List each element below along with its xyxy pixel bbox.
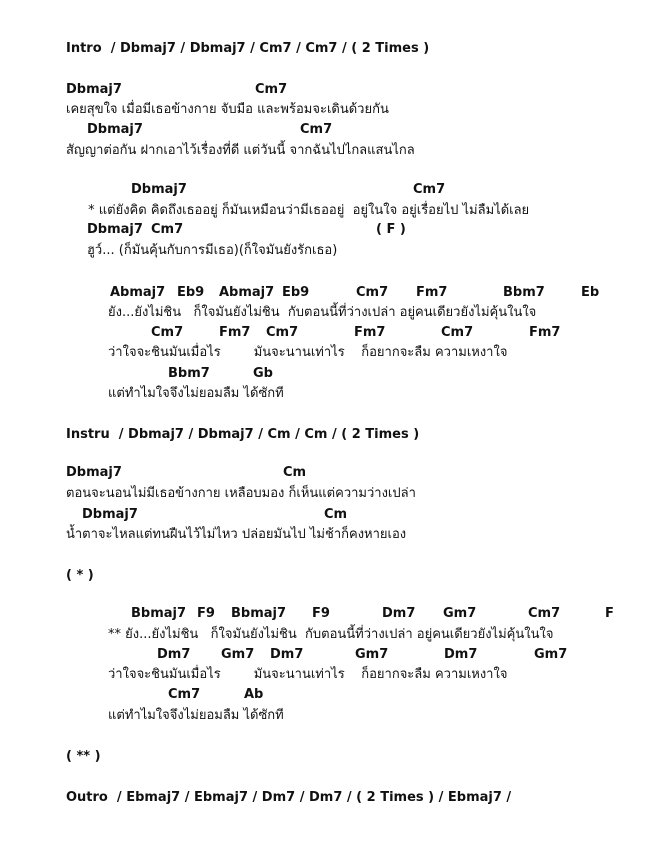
- chord-label: Fm7: [354, 325, 386, 340]
- chord-label: Eb: [581, 285, 600, 300]
- chord-label: Dbmaj7: [131, 182, 187, 197]
- chord-label: Gm7: [443, 606, 477, 621]
- chord-label: Eb9: [177, 285, 205, 300]
- chorus1-lyric-line-1: ยัง...ยังไม่ชิน ก็ใจมันยังไม่ชิน กับตอนนี้ที่ว่างเปล่า อยู่คนเดียวยังไม่คุ้นในใจ: [108, 305, 537, 320]
- chord-label: Ab: [244, 687, 264, 702]
- chord-label: Bbm7: [168, 366, 210, 381]
- chord-label: Cm7: [266, 325, 299, 340]
- verse1-chord-line-1: [0, 82, 670, 98]
- chorus1-chord-line-3: [0, 366, 670, 382]
- chord-label: Cm7: [168, 687, 201, 702]
- chorus2-chord-line-1: [0, 606, 670, 622]
- chord-label: Gm7: [534, 647, 568, 662]
- chord-label: Dm7: [444, 647, 478, 662]
- chord-label: Fm7: [416, 285, 448, 300]
- chord-label: F9: [312, 606, 330, 621]
- repeat-star-marker: ( * ): [66, 568, 94, 583]
- chord-label: Cm7: [413, 182, 446, 197]
- chorus1-chord-line-2: [0, 325, 670, 341]
- chord-label: Cm7: [151, 222, 184, 237]
- chord-label: Bbm7: [503, 285, 545, 300]
- chorus2-chord-line-3: [0, 687, 670, 703]
- chord-label: F: [605, 606, 614, 621]
- prechorus-lyric-line-2: ฮูว์... (ก็มันคุ้นกับการมีเธอ)(ก็ใจมันยังรักเธอ): [87, 243, 338, 258]
- chorus1-chord-line-1: [0, 285, 670, 301]
- chord-label: Cm7: [255, 82, 288, 97]
- chorus1-lyric-line-3: แต่ทำไมใจจึงไม่ยอมลืม ได้ซักที: [108, 386, 284, 401]
- repeat-double-star-marker: ( ** ): [66, 749, 101, 764]
- chord-label: ( F ): [376, 222, 406, 237]
- chorus1-lyric-line-2: ว่าใจจะชินมันเมื่อไร มันจะนานเท่าไร ก็อยากจะลืม ความเหงาใจ: [108, 345, 508, 360]
- chord-label: Bbmaj7: [131, 606, 187, 621]
- chord-label: Dm7: [270, 647, 304, 662]
- chord-label: Bbmaj7: [231, 606, 287, 621]
- chord-label: F9: [197, 606, 215, 621]
- verse1-lyric-line-2: สัญญาต่อกัน ฝากเอาไว้เรื่องที่ดี แต่วันนี้ จากฉันไปไกลแสนไกล: [66, 143, 415, 158]
- chorus2-lyric-line-3: แต่ทำไมใจจึงไม่ยอมลืม ได้ซักที: [108, 708, 284, 723]
- instru-line: Instru / Dbmaj7 / Dbmaj7 / Cm / Cm / ( 2 Times ): [66, 427, 420, 442]
- prechorus-lyric-line-1: * แต่ยังคิด คิดถึงเธออยู่ ก็มันเหมือนว่ามีเธออยู่ อยู่ในใจ อยู่เรื่อยไป ไม่ลืมได้เลย: [84, 203, 530, 218]
- chord-label: Dm7: [157, 647, 191, 662]
- verse2-lyric-line-2: น้ำตาจะไหลแต่ทนฝืนไว้ไม่ไหว ปล่อยมันไป ไม่ช้าก็คงหายเอง: [66, 527, 407, 542]
- chord-label: Dm7: [382, 606, 416, 621]
- verse1-lyric-line-1: เคยสุขใจ เมื่อมีเธอข้างกาย จับมือ และพร้อมจะเดินด้วยกัน: [66, 102, 389, 117]
- chord-label: Gb: [253, 366, 273, 381]
- chord-label: Eb9: [282, 285, 310, 300]
- chord-label: Abmaj7: [110, 285, 166, 300]
- chord-label: Cm: [283, 465, 307, 480]
- chorus2-lyric-line-2: ว่าใจจะชินมันเมื่อไร มันจะนานเท่าไร ก็อยากจะลืม ความเหงาใจ: [108, 667, 508, 682]
- chord-label: Abmaj7: [219, 285, 275, 300]
- chord-label: Cm7: [528, 606, 561, 621]
- chord-label: Dbmaj7: [87, 122, 143, 137]
- chord-label: Dbmaj7: [66, 465, 122, 480]
- chord-label: Gm7: [221, 647, 255, 662]
- chorus2-chord-line-2: [0, 647, 670, 663]
- verse2-lyric-line-1: ตอนจะนอนไม่มีเธอข้างกาย เหลือบมอง ก็เห็นแต่ความว่างเปล่า: [66, 486, 416, 501]
- chord-label: Cm7: [300, 122, 333, 137]
- chord-label: Cm7: [151, 325, 184, 340]
- chord-label: Cm7: [441, 325, 474, 340]
- chord-label: Cm: [324, 507, 348, 522]
- verse2-chord-line-2: [0, 507, 670, 523]
- chord-label: Dbmaj7: [66, 82, 122, 97]
- outro-line: Outro / Ebmaj7 / Ebmaj7 / Dm7 / Dm7 / ( 2 Times ) / Ebmaj7 /: [66, 790, 512, 805]
- chord-label: Dbmaj7: [87, 222, 143, 237]
- prechorus-chord-line-2: [0, 222, 670, 238]
- chord-label: Fm7: [529, 325, 561, 340]
- prechorus-chord-line-1: [0, 182, 670, 198]
- chord-label: Gm7: [355, 647, 389, 662]
- chord-label: Cm7: [356, 285, 389, 300]
- chord-label: Dbmaj7: [82, 507, 138, 522]
- intro-line: Intro / Dbmaj7 / Dbmaj7 / Cm7 / Cm7 / ( 2 Times ): [66, 41, 430, 56]
- verse2-chord-line-1: [0, 465, 670, 481]
- chorus2-lyric-line-1: ** ยัง...ยังไม่ชิน ก็ใจมันยังไม่ชิน กับตอนนี้ที่ว่างเปล่า อยู่คนเดียวยังไม่คุ้นในใจ: [108, 627, 554, 642]
- verse1-chord-line-2: [0, 122, 670, 138]
- chord-label: Fm7: [219, 325, 251, 340]
